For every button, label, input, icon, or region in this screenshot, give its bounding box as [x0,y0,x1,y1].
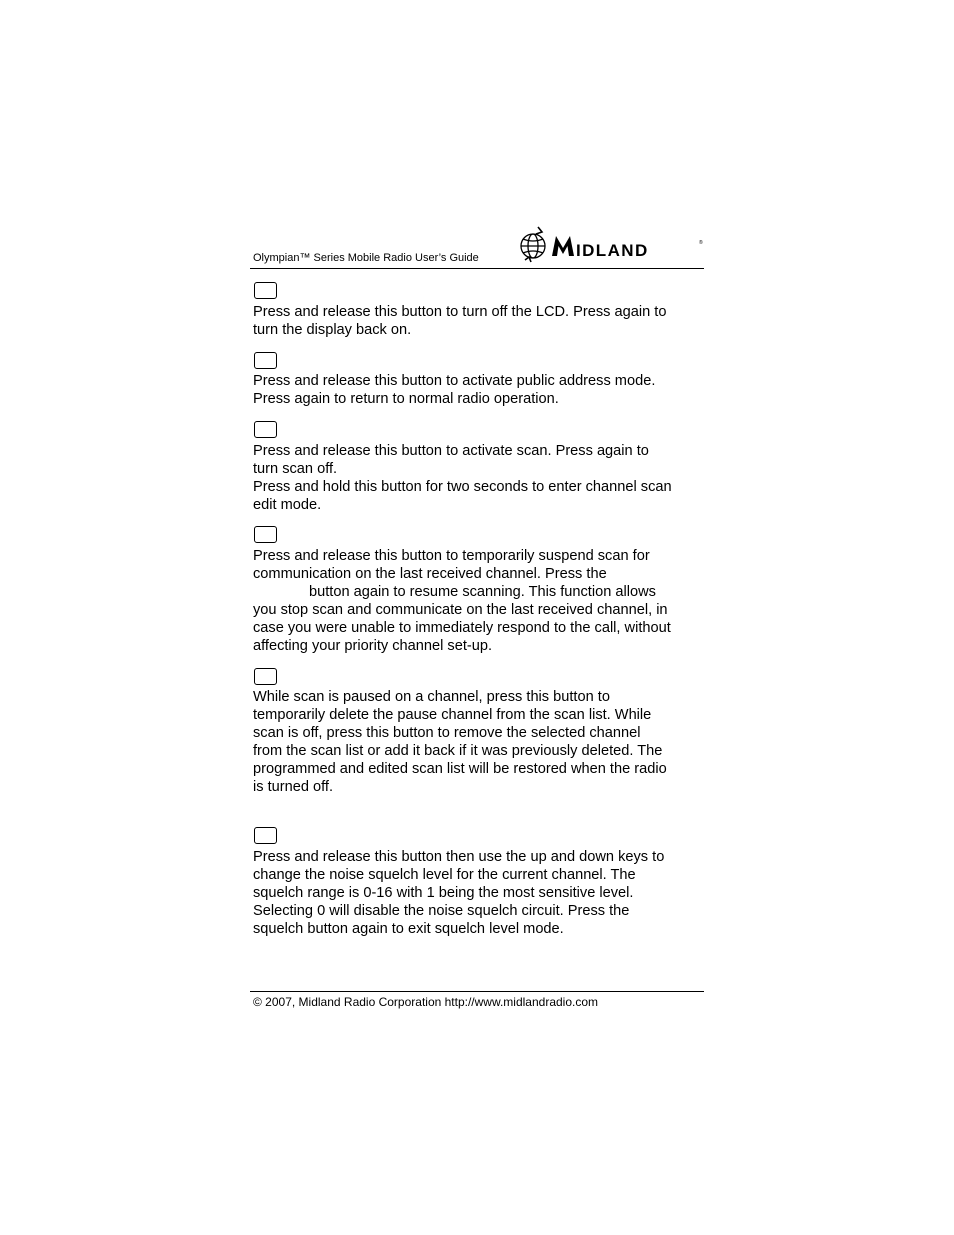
pa-button-description: Press and release this button to activate public address mode. Press again to return to normal radio operation. [253,373,656,407]
svg-text:®: ® [699,240,703,246]
lcd-button-icon [254,282,277,299]
footer-rule [250,991,704,992]
pause-button-icon [254,526,277,543]
logo-m-mark [552,236,574,256]
svg-text:IDLAND: IDLAND [576,241,649,260]
midland-logo [516,224,706,266]
lcd-button-description: Press and release this button to turn off the LCD. Press again to turn the display back on. [253,304,667,338]
squelch-button-icon [254,827,277,844]
header-rule [250,268,704,269]
pa-button-icon [254,352,277,369]
footer-copyright: © 2007, Midland Radio Corporation http://www.midlandradio.com [253,995,599,1009]
delete-button-description: While scan is paused on a channel, press this button to temporarily delete the pause channel from the scan list. While scan is off, press this button to remove the selected channel from the scan list or add it back if it was previously deleted. The programmed and edited scan list will be restored when the radio is turned off. [253,689,667,795]
delete-button-icon [254,668,277,685]
globe-icon [521,227,545,262]
scan-button-description: Press and release this button to activate scan. Press again to turn scan off. Press and hold this button for two seconds to enter channel scan edit mode. [253,443,672,513]
squelch-button-description: Press and release this button then use the up and down keys to change the noise squelch level for the current channel. The squelch range is 0-16 with 1 being the most sensitive level. Selecting 0 will disable the noise squelch circuit. Press the squelch button again to exit squelch level mode. [253,849,665,937]
scan-button-icon [254,421,277,438]
header-title: Olympian™ Series Mobile Radio User’s Guide [253,252,479,264]
pause-button-description: Press and release this button to temporarily suspend scan for communication on the last received channel. Press the button again to resume scanning. This function allows you stop scan and communicate on the last received channel, in case you were unable to immediately respond to the call, without affecting your priority channel set-up. [253,548,671,654]
